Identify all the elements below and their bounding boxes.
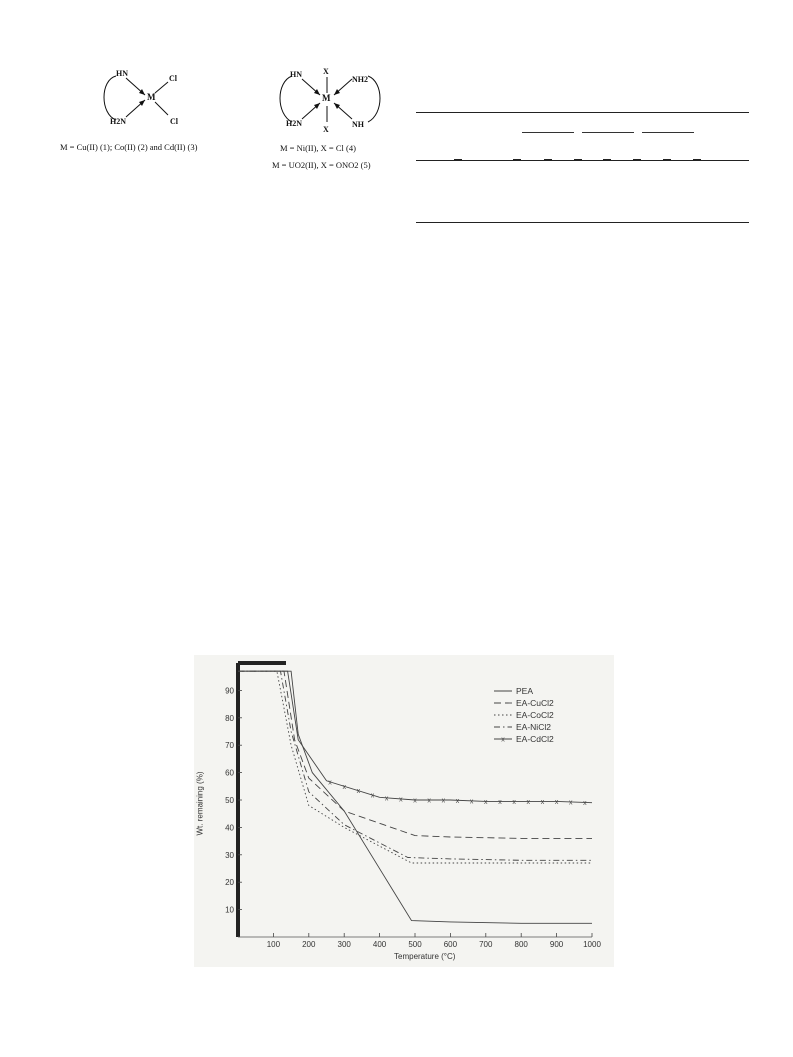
x-tick-label: 800 bbox=[514, 940, 528, 949]
table-cell-dash bbox=[663, 159, 671, 161]
x-bottom-label: X bbox=[323, 125, 329, 134]
x-tick-label: 400 bbox=[372, 940, 387, 949]
table-cell-dash bbox=[603, 159, 611, 161]
x-tick-label: 600 bbox=[443, 940, 458, 949]
series-marker: x bbox=[342, 783, 346, 791]
series-marker: x bbox=[526, 798, 531, 806]
legend-label: EA-NiCl2 bbox=[516, 722, 551, 732]
structure-right-caption-1: M = Ni(II), X = Cl (4) bbox=[280, 143, 356, 153]
series-marker: x bbox=[356, 788, 361, 796]
hn-label: HN bbox=[290, 70, 302, 79]
nh2-label: NH2 bbox=[352, 75, 368, 84]
series-marker: x bbox=[469, 798, 474, 806]
x-tick-label: 100 bbox=[266, 940, 281, 949]
legend-label: EA-CoCl2 bbox=[516, 710, 554, 720]
series-marker: x bbox=[569, 799, 573, 807]
legend-label: EA-CdCl2 bbox=[516, 734, 554, 744]
x-tick-label: 1000 bbox=[583, 940, 601, 949]
x-top-label: X bbox=[323, 67, 329, 76]
cl-top-label: Cl bbox=[169, 74, 177, 83]
y-tick-label: 10 bbox=[225, 905, 234, 915]
tga-chart bbox=[194, 655, 614, 967]
structure-right-caption-2: M = UO2(II), X = ONO2 (5) bbox=[272, 160, 371, 170]
table-cell-dash bbox=[633, 159, 641, 161]
legend-marker: x bbox=[501, 736, 505, 744]
y-tick-label: 30 bbox=[225, 850, 234, 860]
table-cell-dash bbox=[574, 159, 582, 161]
series-marker: x bbox=[441, 797, 446, 805]
cl-bottom-label: Cl bbox=[170, 117, 178, 126]
table-cell-dash bbox=[454, 159, 462, 161]
table-cell-dash bbox=[693, 159, 701, 161]
legend-label: EA-CuCl2 bbox=[516, 698, 554, 708]
h2n-label: H2N bbox=[110, 117, 126, 126]
series-marker: x bbox=[370, 792, 375, 800]
table-subheader-rule-2 bbox=[582, 132, 634, 133]
y-tick-label: 80 bbox=[225, 713, 234, 723]
y-axis-label: Wt. remaining (%) bbox=[195, 771, 205, 836]
y-tick-label: 90 bbox=[225, 686, 234, 696]
series-marker: x bbox=[455, 797, 460, 805]
table-top-rule bbox=[416, 112, 749, 113]
nh-label: NH bbox=[352, 120, 364, 129]
y-tick-label: 60 bbox=[225, 768, 234, 778]
y-tick-label: 50 bbox=[225, 796, 234, 805]
structure-left bbox=[60, 62, 250, 160]
table-subheader-rule-3 bbox=[642, 132, 694, 133]
x-axis-label: Temperature (°C) bbox=[394, 952, 456, 961]
structure-left-caption: M = Cu(II) (1); Co(II) (2) and Cd(II) (3) bbox=[60, 142, 198, 152]
series-marker: x bbox=[554, 798, 559, 806]
legend-label: PEA bbox=[516, 686, 534, 696]
x-tick-label: 700 bbox=[479, 940, 493, 949]
series-marker: x bbox=[399, 796, 403, 804]
series-marker: x bbox=[413, 797, 417, 805]
chart-plot-area bbox=[238, 671, 592, 923]
series-marker: x bbox=[540, 798, 545, 806]
series-marker: x bbox=[484, 798, 488, 806]
metal-label: M bbox=[322, 93, 331, 103]
x-tick-label: 200 bbox=[302, 940, 316, 949]
tga-figure bbox=[194, 655, 614, 967]
metal-label: M bbox=[147, 92, 156, 102]
table-bottom-rule bbox=[416, 222, 749, 223]
table-cell-dash bbox=[513, 159, 521, 161]
y-tick-label: 40 bbox=[225, 823, 234, 833]
x-tick-label: 500 bbox=[408, 940, 422, 949]
chart-legend bbox=[494, 686, 554, 744]
structure-right bbox=[270, 62, 410, 174]
y-tick-label: 70 bbox=[225, 741, 234, 751]
series-marker: x bbox=[328, 779, 332, 787]
table-subheader-rule-1 bbox=[522, 132, 574, 133]
x-tick-label: 900 bbox=[549, 940, 564, 949]
series-marker: x bbox=[583, 799, 587, 807]
series-marker: x bbox=[512, 798, 516, 806]
table-cell-dash bbox=[544, 159, 552, 161]
x-tick-label: 300 bbox=[337, 940, 351, 949]
series-marker: x bbox=[427, 797, 431, 805]
series-marker: x bbox=[384, 795, 389, 803]
h2n-label: H2N bbox=[286, 119, 302, 128]
hn-label: HN bbox=[116, 69, 128, 78]
series-marker: x bbox=[498, 798, 502, 806]
y-tick-label: 20 bbox=[225, 878, 234, 888]
